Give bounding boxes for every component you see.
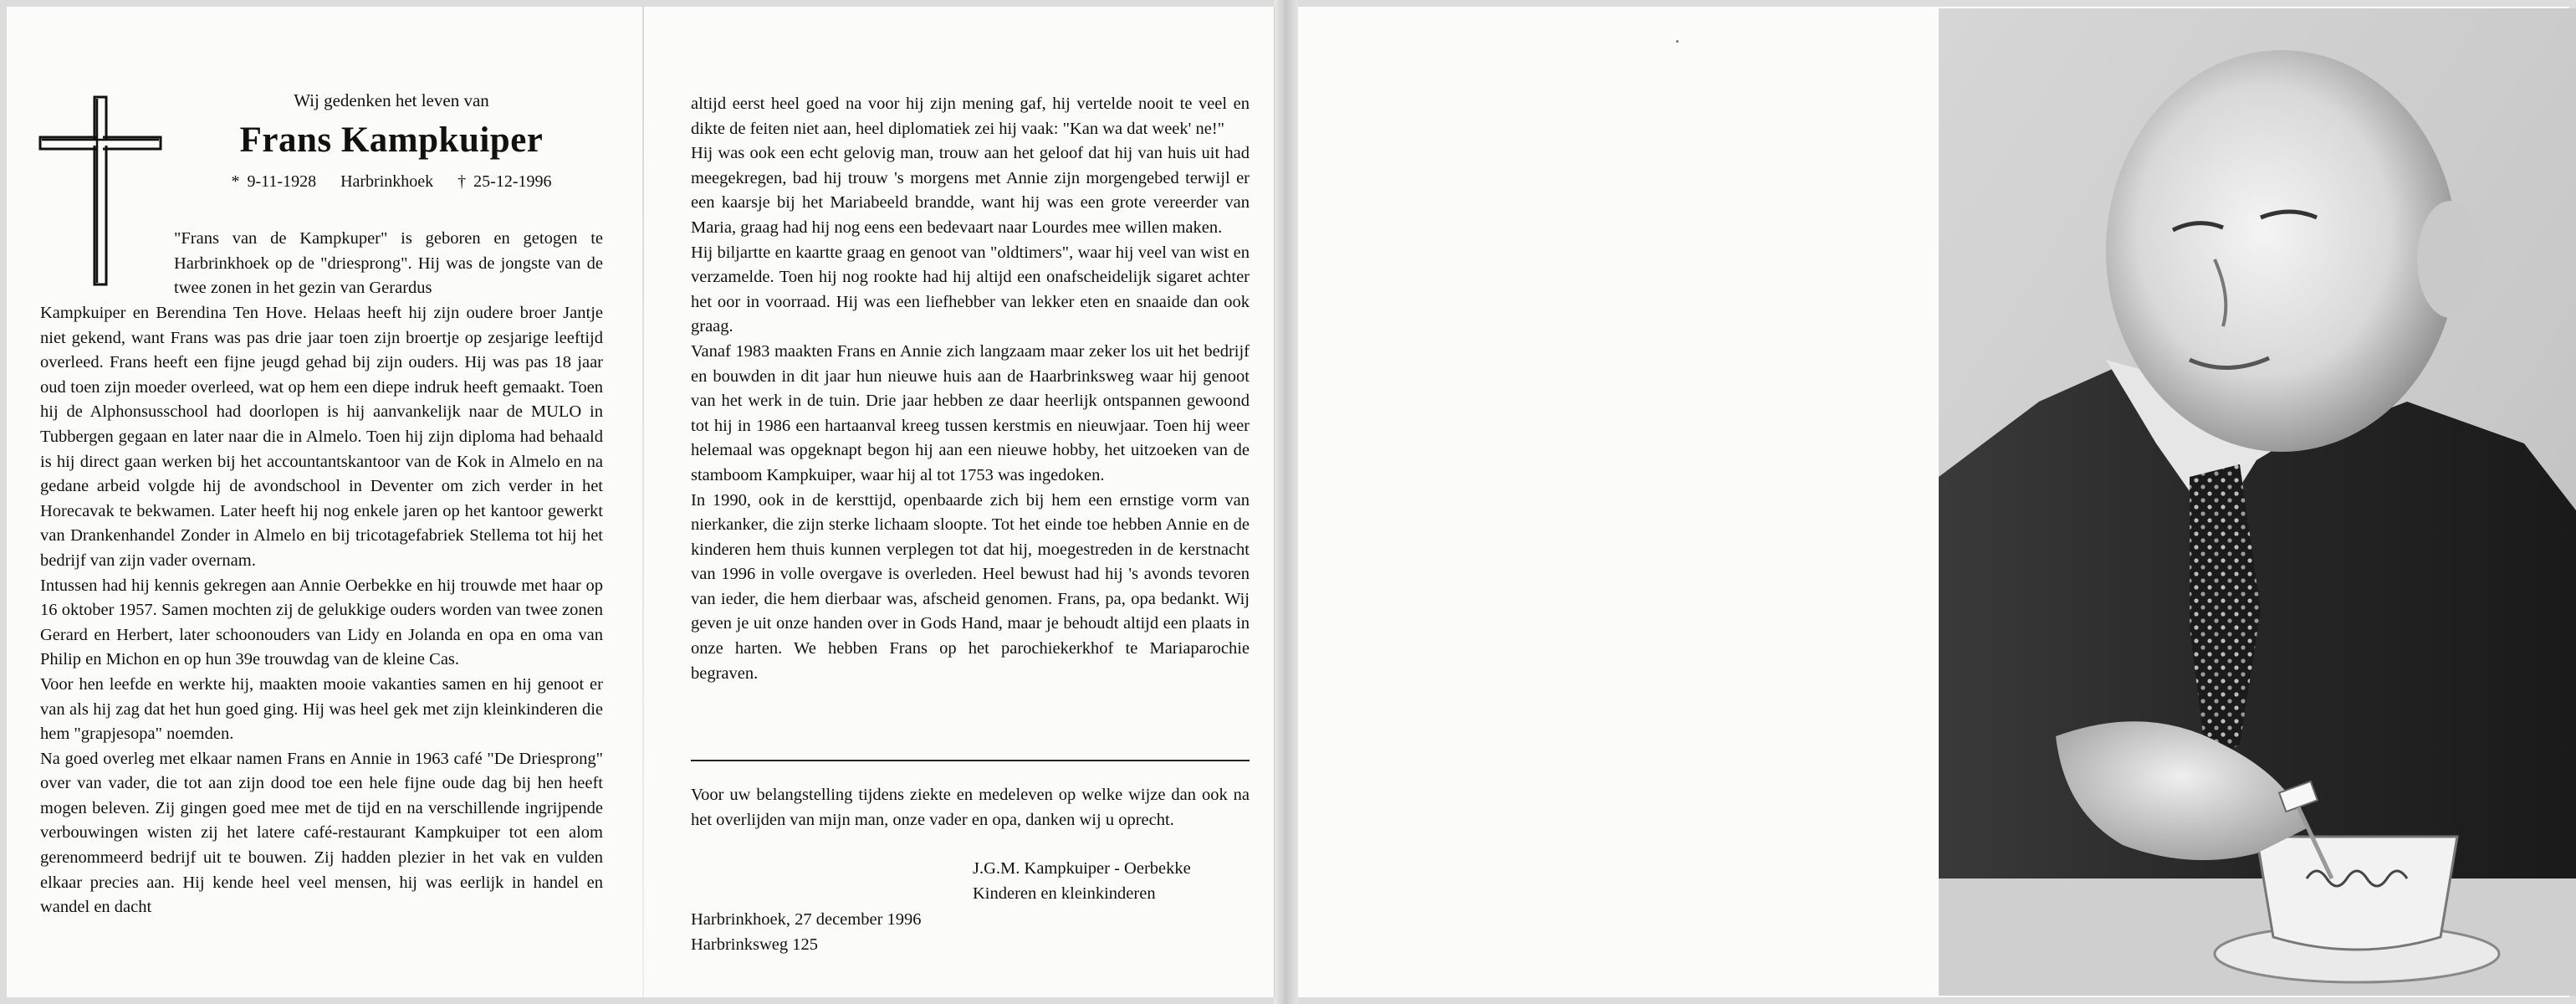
thanks-text: Voor uw belangstelling tijdens ziekte en medeleven op welke wijze dan ook na het overlijden van mijn man, onze vader en opa, danken wij u oprecht. bbox=[691, 786, 1250, 829]
biography-paragraph: Na goed overleg met elkaar namen Frans en Annie in 1963 café "De Driesprong" over van vader, die tot aan zijn dood toe een hele fijne oude dag bij hen heeft mogen beleven. Zij gingen goed mee met de tijd en na verschillende ingrijpende verbouwingen wisten zij het latere café-restaurant Kampkuiper tot een alom gerenommeerd bedrijf uit te bouwen. Zij hadden plezier in het vak en vulden elkaar precies aan. Hij kende heel veel mensen, hij was eerlijk in handel en wandel en dacht bbox=[40, 749, 603, 917]
biography-paragraph: Intussen had hij kennis gekregen aan Annie Oerbekke en hij trouwde met haar op 16 oktober 1957. Samen mochten zij de gelukkige ouders worden van twee zonen Gerard en Herbert, later schoonouders van Lidy en Jolanda en opa en oma van Philip en Michon en op hun 39e trouwdag van de kleine Cas. bbox=[40, 576, 603, 669]
biography-paragraph: "Frans van de Kampkuper" is geboren en getogen te Harbrinkhoek op de "driesprong". Hij was de jongste van de twee zonen in het gezin van Gerardus bbox=[174, 229, 603, 298]
cross-icon bbox=[33, 90, 167, 291]
signatories bbox=[973, 857, 1257, 906]
signer-family: Kinderen en kleinkinderen bbox=[973, 884, 1156, 903]
biography-paragraph: In 1990, ook in de kersttijd, openbaarde zich bij hem een ernstige vorm van nierkanker, die zijn sterke lichaam sloopte. Tot het einde toe hebben Annie en de kinderen hem thuis kunnen verplegen tot dat hij, moegestreden in de kerstnacht van 1996 in volle overgave is overleden. Heel bewust had hij 's avonds tevoren van ieder, die hem dierbaar was, afscheid genomen. Frans, pa, opa bedankt. Wij geven je uit onze handen over in Gods Hand, maar je behoudt altijd een plaats in onze harten. We hebben Frans op het parochiekerkhof te Mariaparochie begraven. bbox=[691, 490, 1250, 683]
section-divider bbox=[691, 760, 1250, 761]
life-dates bbox=[174, 172, 609, 192]
card-gutter bbox=[1274, 0, 1298, 1004]
biography-paragraph: Voor hen leefde en werkte hij, maakten mooie vakanties samen en hij genoot er van als hij zag dat het hun goed ging. Hij was heel gek met zijn kleinkinderen die hem "grapjesopa" noemden. bbox=[40, 674, 603, 744]
card-header bbox=[174, 90, 609, 192]
biography-paragraph: altijd eerst heel goed na voor hij zijn mening gaf, hij vertelde nooit te veel en dikte de feiten niet aan, heel diplomatiek zei hij vaak: "Kan wa dat week' ne!" bbox=[691, 95, 1250, 138]
biography-column-right bbox=[691, 92, 1250, 686]
signer-spouse: J.G.M. Kampkuiper - Oerbekke bbox=[973, 859, 1191, 878]
place-date: Harbrinkhoek, 27 december 1996 bbox=[691, 910, 922, 929]
deceased-name: Frans Kampkuiper bbox=[239, 120, 544, 160]
thanks-note bbox=[691, 783, 1250, 832]
death-date: † 25-12-1996 bbox=[457, 172, 552, 191]
biography-column-top bbox=[174, 227, 603, 301]
biography-paragraph: Hij biljartte en kaartte graag en genoot van "oldtimers", waar hij veel van wist en verzamelde. Toen hij nog rookte had hij altijd een onafscheidelijk sigaret achter het oor in voorraad. Hij was een liefhebber van lekker eten en snaaide dan ook graag. bbox=[691, 243, 1250, 336]
portrait-photo bbox=[1939, 8, 2576, 996]
text-panel bbox=[7, 7, 1275, 997]
place-and-address bbox=[691, 908, 1025, 957]
biography-column-left bbox=[40, 301, 603, 920]
biography-paragraph: Kampkuiper en Berendina Ten Hove. Helaas heeft hij zijn oudere broer Jantje niet gekend, want Frans was pas drie jaar toen zijn broertje op zesjarige leeftijd overleed. Frans heeft een fijne jeugd gehad bij zijn ouders. Hij was pas 18 jaar oud toen zijn moeder overleed, wat op hem een diepe indruk heeft gemaakt. Toen hij de Alphonsusschool had doorlopen is hij aanvankelijk naar de MULO in Tubbergen gegaan en later naar die in Almelo. Toen hij zijn diploma had behaald is hij direct gaan werken bij het accountantskantoor van de Kok in Almelo en na gedane arbeid volgde hij de avondschool in Deventer om zich verder in het Horecavak te bekwamen. Later heeft hij nog enkele jaren op het kantoor gewerkt van Drankenhandel Zonder in Almelo en bij tricotagefabriek Stellema tot hij het bedrijf van zijn vader overnam. bbox=[40, 304, 603, 570]
birth-place: Harbrinkhoek bbox=[340, 172, 434, 191]
birth-date: * 9-11-1928 bbox=[231, 172, 317, 191]
intro-text: Wij gedenken het leven van bbox=[294, 90, 489, 110]
paper-speck bbox=[1676, 40, 1679, 43]
biography-paragraph: Vanaf 1983 maakten Frans en Annie zich langzaam maar zeker los uit het bedrijf en bouwden in dit jaar hun nieuwe huis aan de Haarbrinksweg waar hij genoot van het werk in de tuin. Drie jaar hebben ze daar heerlijk ontspannen gewoond tot hij in 1986 een hartaanval kreeg tussen kerstmis en nieuwjaar. Toen hij weer helemaal was opgeknapt begon hij aan een nieuwe hobby, het uitzoeken van de stamboom Kampkuiper, waar hij al tot 1753 was ingedoken. bbox=[691, 341, 1250, 484]
fold-line bbox=[642, 7, 644, 997]
address: Harbrinksweg 125 bbox=[691, 935, 819, 954]
biography-paragraph: Hij was ook een echt gelovig man, trouw aan het geloof dat hij van huis uit had meegekregen, bad hij trouw 's morgens met Annie zijn morgengebed terwijl er een kaarsje bij het Mariabeeld brandde, want hij was een grote vereerder van Maria, graag had hij nog eens een bedevaart naar Lourdes mee willen maken. bbox=[691, 144, 1250, 237]
